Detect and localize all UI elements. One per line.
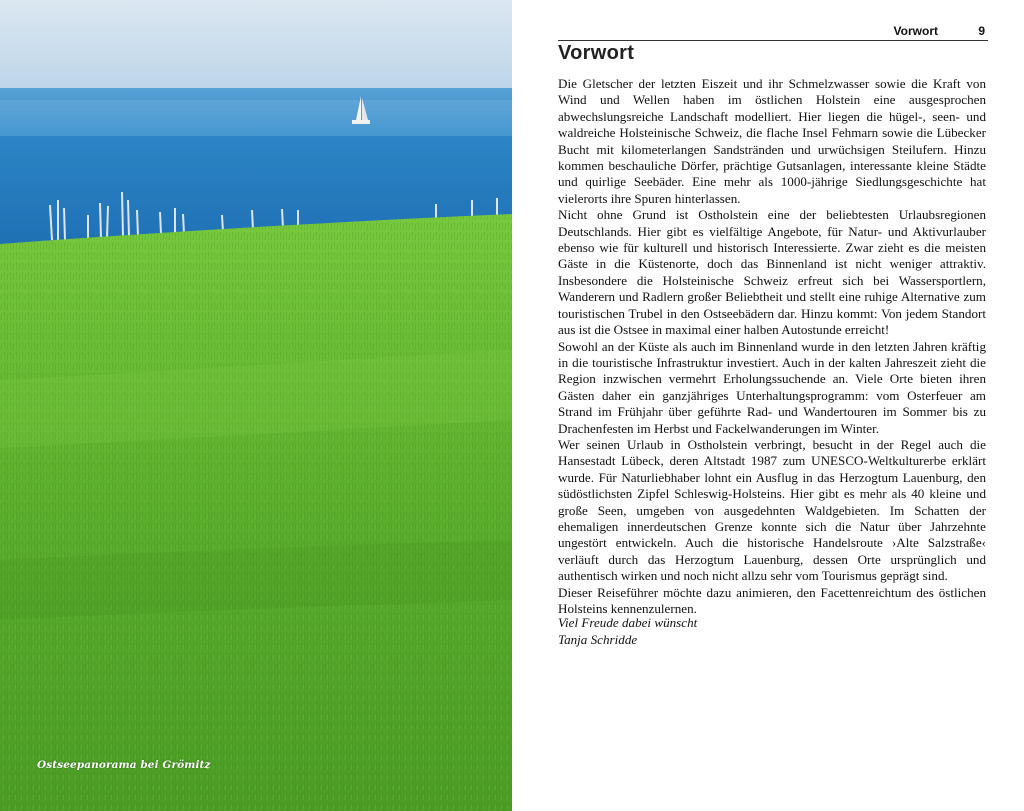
body-text	[558, 76, 986, 617]
signoff	[558, 614, 697, 648]
paragraph: Sowohl an der Küste als auch im Binnenland wurde in den letzten Jahren kräftig in die touristische Infrastruktur investiert. Auch in der kalten Jahreszeit zieht die Region inzwischen vermehrt Erholungssuchende an. Viele Orte bieten ihren Gästen daher ein ganzjähriges Unterhaltungsprogramm: vom Osterfeuer am Strand im Frühjahr über geführte Rad- und Wandertouren im Sommer bis zu Drachenfesten im Herbst und Fackelwanderungen im Winter.	[558, 338, 986, 436]
paragraph: Wer seinen Urlaub in Ostholstein verbringt, besucht in der Regel auch die Hansestadt Lübeck, deren Altstadt 1987 zum UNESCO-Weltkulturerbe erklärt wurde. Für Naturliebhaber lohnt ein Ausflug in das Herzogtum Lauenburg, den südöstlichsten Zipfel Schleswig-Holsteins. Hier gibt es mehr als 40 kleine und große Seen, umgeben von ausgedehnten Waldgebieten. Im Schatten der ehemaligen innerdeutschen Grenze konnte sich die Natur über Jahrzehnte ungestört entwickeln. Auch die historische Handelsroute ›Alte Salzstraße‹ verläuft durch das Herzogtum Lauenburg, dessen Orte ursprünglich und authentisch wirken und noch nicht allzu sehr vom Tourismus geprägt sind.	[558, 436, 986, 584]
running-head	[558, 24, 988, 41]
page-title: Vorwort	[558, 42, 635, 64]
photo-caption: Ostseepanorama bei Grömitz	[37, 759, 211, 771]
signoff-greeting: Viel Freude dabei wünscht	[558, 615, 698, 630]
text-page	[512, 0, 1024, 811]
running-head-title: Vorwort	[893, 24, 938, 38]
page-number: 9	[978, 24, 985, 38]
paragraph: Dieser Reiseführer möchte dazu animieren, den Facettenreichtum des östlichen Holsteins kennenzulernen.	[558, 584, 986, 616]
paragraph: Die Gletscher der letzten Eiszeit und ihr Schmelzwasser sowie die Kraft von Wind und Wellen haben im östlichen Holstein eine ausgesprochen abwechslungsreiche Landschaft modelliert. Hier liegen die hügel-, seen- und waldreiche Holsteinische Schweiz, die flache Insel Fehmarn sowie die Lübecker Bucht mit kilometerlangen Sandstränden und urwüchsigen Steilufern. Hinzu kommen beschauliche Dörfer, prächtige Gutsanlagen, interessante kleine Städte und quirlige Seebäder. Eine mehr als 1000-jährige Siedlungsgeschichte hat vielerorts ihre Spuren hinterlassen.	[558, 76, 986, 206]
author-name: Tanja Schridde	[558, 632, 638, 647]
paragraph: Nicht ohne Grund ist Ostholstein eine der beliebtesten Urlaubsregionen Deutschlands. Hier gibt es vielfältige Angebote, für Natur- und Aktivurlauber ebenso wie für kulturell und historisch Interessierte. Zwar zieht es die meisten Gäste in die Küstenorte, doch das Binnenland ist nicht weniger attraktiv. Insbesondere die Holsteinische Schweiz erfreut sich bei Wassersportlern, Wanderern und Radlern großer Beliebtheit und stellt eine ruhige Alternative zum touristischen Trubel in den Ostseebädern dar. Hinzu kommt: Von jedem Standort aus ist die Ostsee in maximal einer halben Autostunde erreicht!	[558, 207, 986, 338]
